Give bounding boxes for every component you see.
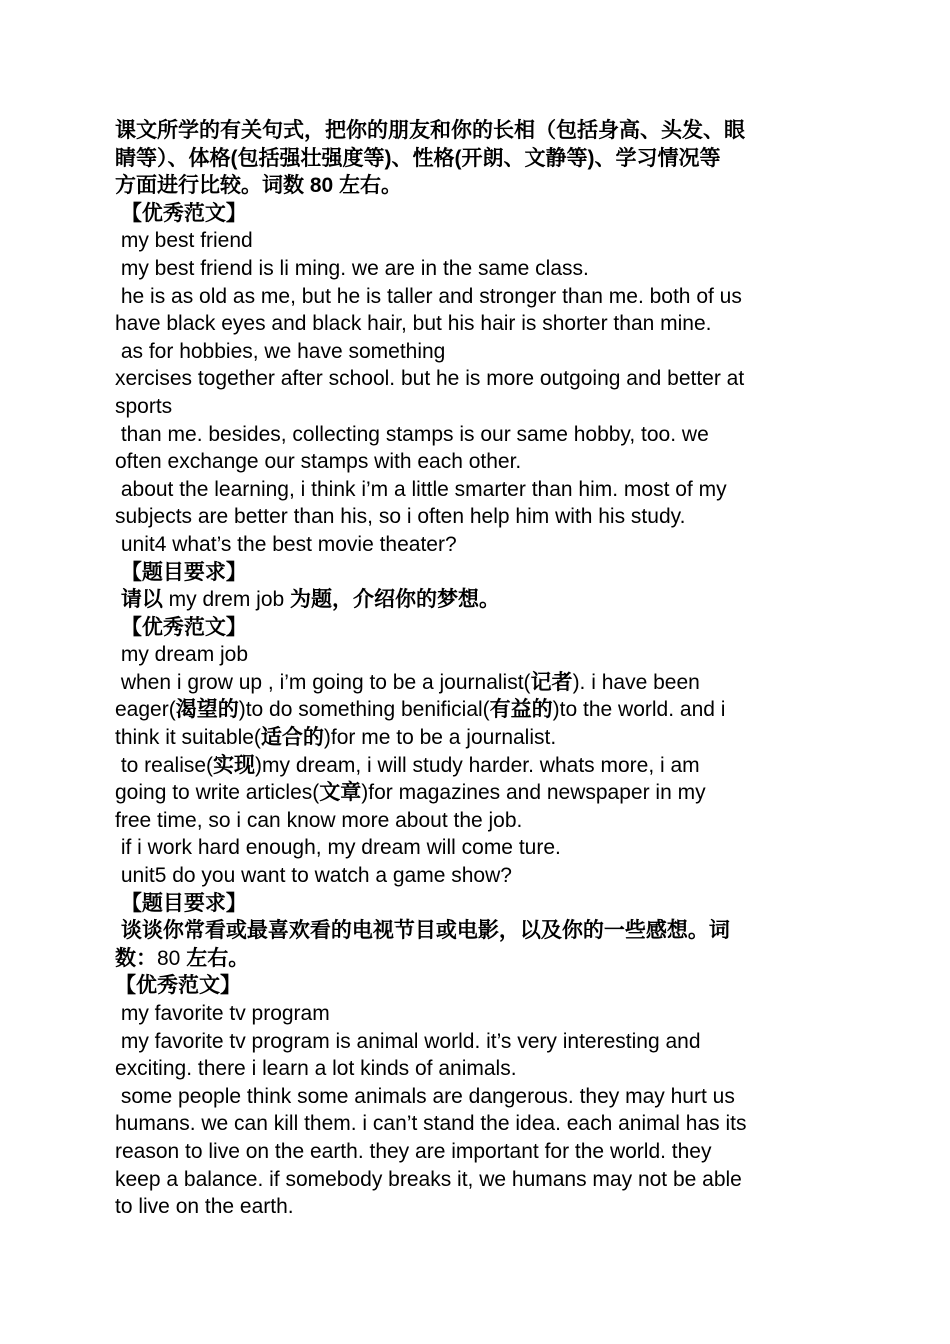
task-number: 80 [157, 946, 187, 970]
essay-line: exciting. there i learn a lot kinds of animals. [115, 1057, 517, 1081]
essay-line: as for hobbies, we have something [115, 339, 446, 363]
essay-line: he is as old as me, but he is taller and stronger than me. both of us [115, 284, 742, 308]
task-line-3: 方面进行比较。词数 80 左右。 [115, 174, 403, 198]
section-heading-requirement: 【题目要求】 [115, 891, 247, 915]
essay-line: about the learning, i think i’m a little smarter than him. most of my [115, 477, 727, 501]
essay-line: my favorite tv program is animal world. it’s very interesting and [115, 1029, 701, 1053]
essay-line: xercises together after school. but he is more outgoing and better at [115, 367, 745, 391]
task-line-2: 睛等）、体格(包括强壮强度等)、性格(开朗、文静等)、学习情况等 [115, 146, 721, 170]
task-line-1: 课文所学的有关句式，把你的朋友和你的长相（包括身高、头发、眼 [115, 119, 745, 142]
task-text-cn: 左右。 [186, 946, 250, 970]
essay-line: free time, so i can know more about the job. [115, 808, 523, 832]
task-topic: my drem job [162, 588, 291, 612]
task-text-cn: 请以 [115, 588, 163, 612]
essay-title: my favorite tv program [115, 1002, 330, 1025]
gloss: 渴望的 [175, 698, 239, 722]
essay-line: sports [115, 394, 173, 418]
essay-line: to live on the earth. [115, 1195, 294, 1219]
unit-heading: unit5 do you want to watch a game show? [115, 864, 512, 888]
task-line: 谈谈你常看或最喜欢看的电视节目或电影，以及你的一些感想。词 [115, 919, 730, 943]
essay-line: reason to live on the earth. they are important for the world. they [115, 1139, 712, 1163]
essay-line: some people think some animals are dangerous. they may hurt us [115, 1084, 735, 1108]
essay-line: than me. besides, collecting stamps is our same hobby, too. we [115, 422, 709, 446]
essay-title: my best friend [115, 229, 253, 253]
gloss: 记者 [530, 670, 573, 694]
unit-heading: unit4 what’s the best movie theater? [115, 532, 457, 556]
essay-line: going to write articles(文章)for magazines and newspaper in my [115, 781, 706, 805]
section-heading-sample: 【优秀范文】 [115, 615, 247, 639]
essay-line: eager(渴望的)to do something benificial(有益的)to the world. and i [115, 698, 726, 722]
essay-line: have black eyes and black hair, but his hair is shorter than mine. [115, 312, 712, 336]
essay-line: to realise(实现)my dream, i will study harder. whats more, i am [115, 753, 700, 777]
essay-line: subjects are better than his, so i often help him with his study. [115, 505, 686, 529]
essay-line: often exchange our stamps with each other. [115, 450, 522, 474]
gloss: 文章 [319, 781, 362, 805]
essay-title: my dream job [115, 643, 249, 667]
gloss: 实现 [213, 753, 256, 777]
task-line [115, 586, 840, 614]
essay-line: my best friend is li ming. we are in the same class. [115, 256, 589, 280]
section-heading-sample: 【优秀范文】 [115, 201, 247, 225]
essay-line: keep a balance. if somebody breaks it, we humans may not be able [115, 1167, 742, 1191]
section-heading-requirement: 【题目要求】 [115, 560, 247, 584]
task-text-cn: 为题，介绍你的梦想。 [290, 588, 501, 612]
task-text-cn: 数： [115, 946, 157, 970]
document-body [115, 117, 840, 1221]
section-heading-sample: 【优秀范文】 [115, 974, 241, 998]
gloss: 有益的 [489, 698, 553, 722]
gloss: 适合的 [260, 726, 324, 750]
essay-line: when i grow up , i’m going to be a journalist(记者). i have been [115, 670, 700, 694]
task-line [115, 945, 840, 973]
essay-line: think it suitable(适合的)for me to be a journalist. [115, 726, 557, 750]
essay-line: if i work hard enough, my dream will come ture. [115, 836, 561, 860]
essay-line: humans. we can kill them. i can’t stand the idea. each animal has its [115, 1112, 747, 1136]
